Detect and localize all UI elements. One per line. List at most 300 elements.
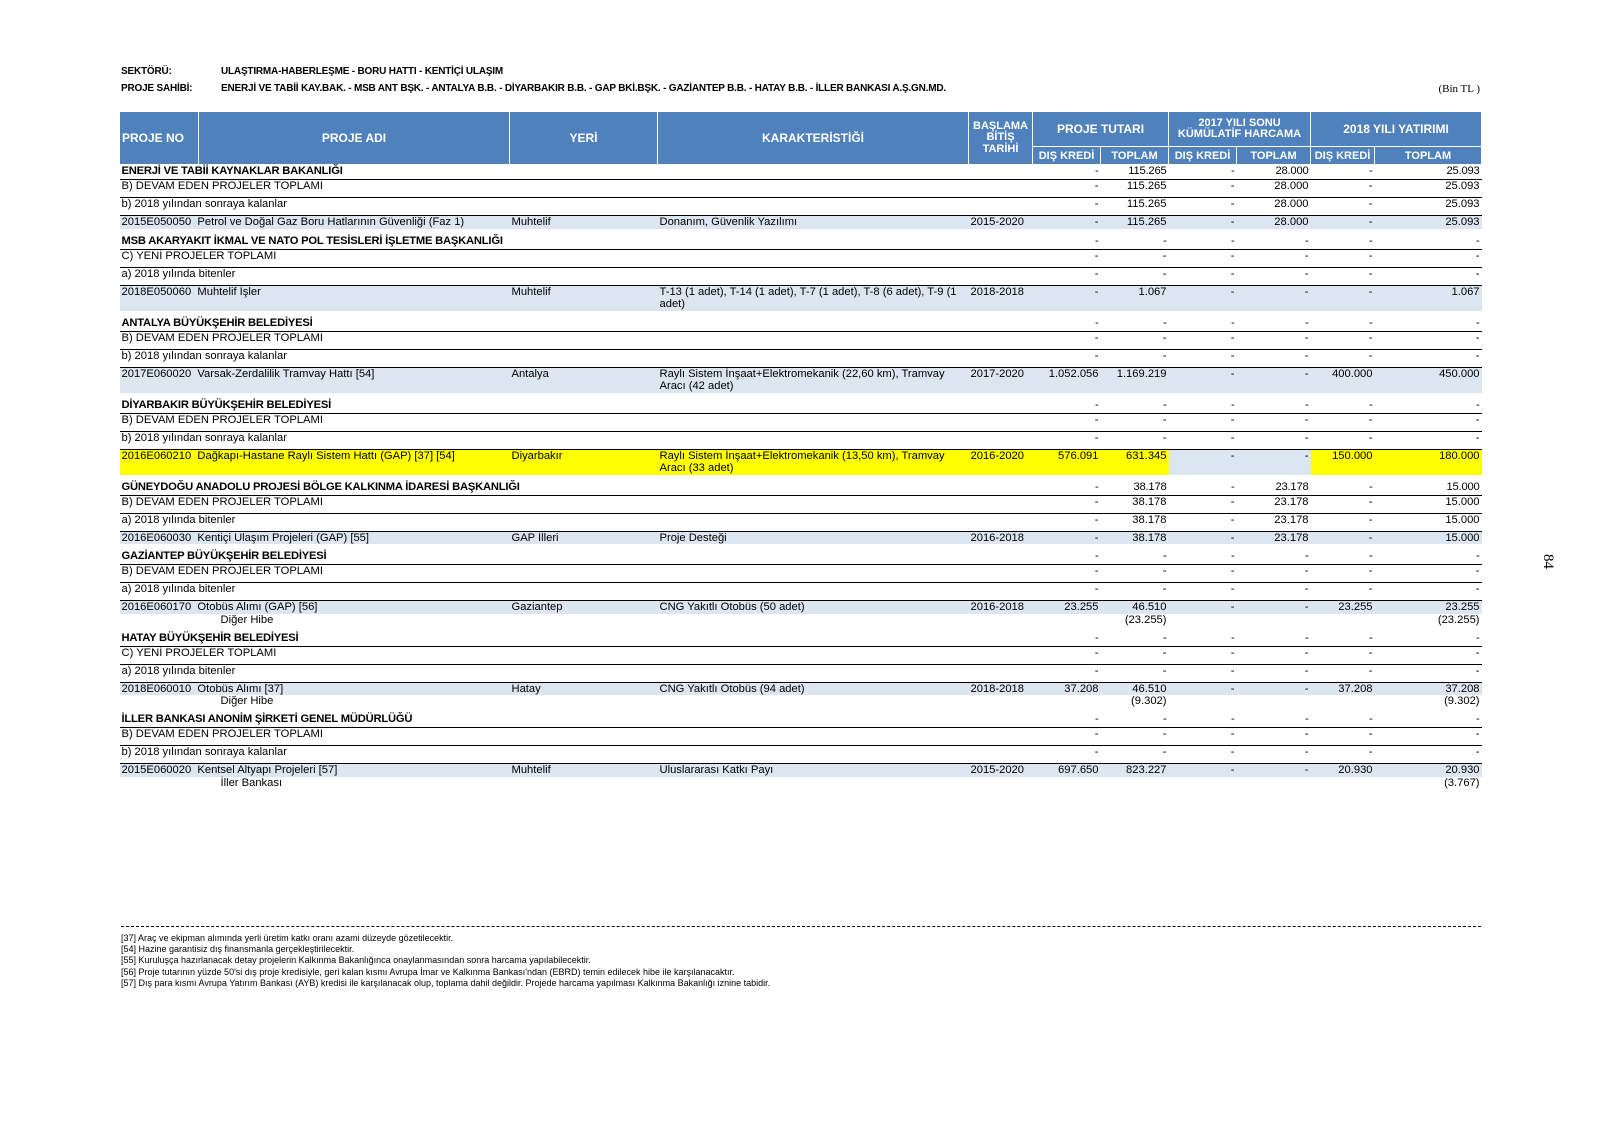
proje-dis-kredi-cell: -: [1033, 349, 1101, 367]
proje-dis-kredi-cell: -: [1033, 317, 1101, 332]
kumulatif-toplam-cell: -: [1237, 632, 1311, 647]
subtotal-label: B) DEVAM EDEN PROJELER TOPLAMI: [120, 565, 1033, 583]
unit-label: (Bin TL ): [1438, 83, 1480, 95]
project-place: Diyarbakır: [510, 449, 658, 475]
grant-empty-cell: [1033, 777, 1101, 795]
kumulatif-toplam-cell: -: [1237, 399, 1311, 414]
subtotal-row: [120, 431, 1482, 449]
subtotal-row: [120, 728, 1482, 746]
kumulatif-toplam-cell: -: [1237, 728, 1311, 746]
project-no: 2015E050050: [121, 216, 192, 228]
yatirim-dis-kredi-cell: -: [1311, 664, 1375, 682]
proje-toplam-cell: -: [1101, 267, 1169, 285]
yatirim-toplam-cell: -: [1375, 399, 1482, 414]
kumulatif-dis-kredi-cell: -: [1169, 449, 1237, 475]
kumulatif-dis-kredi-cell: -: [1169, 565, 1237, 583]
proje-dis-kredi-cell: 1.052.056: [1033, 367, 1101, 393]
project-place: Muhtelif: [510, 764, 658, 777]
yatirim-toplam-cell: 20.930: [1375, 764, 1482, 777]
subtotal-row: [120, 180, 1482, 198]
sub-toplam: TOPLAM: [1101, 147, 1169, 165]
kumulatif-toplam-cell: -: [1237, 682, 1311, 695]
kumulatif-toplam-cell: 28.000: [1237, 165, 1311, 180]
section-row: [120, 317, 1482, 332]
subtotal-row: [120, 349, 1482, 367]
project-no-and-name: [120, 367, 510, 393]
yatirim-toplam-cell: 15.000: [1375, 495, 1482, 513]
subtotal-label: b) 2018 yılından sonraya kalanlar: [120, 431, 1033, 449]
grant-empty-cell: [1169, 614, 1237, 632]
yatirim-toplam-cell: -: [1375, 413, 1482, 431]
footnote-divider: [121, 926, 1481, 927]
project-place: GAP İlleri: [510, 531, 658, 544]
yatirim-dis-kredi-cell: -: [1311, 495, 1375, 513]
yatirim-toplam-cell: -: [1375, 728, 1482, 746]
kumulatif-toplam-cell: -: [1237, 449, 1311, 475]
footnote: [37] Araç ve ekipman alımında yerli üretim katkı oranı azami düzeyde gözetilecektir.: [121, 933, 454, 943]
proje-dis-kredi-cell: -: [1033, 495, 1101, 513]
col-karakteristik: KARAKTERİSTİĞİ: [658, 112, 969, 165]
proje-toplam-cell: -: [1101, 646, 1169, 664]
kumulatif-dis-kredi-cell: -: [1169, 349, 1237, 367]
kumulatif-dis-kredi-cell: -: [1169, 583, 1237, 601]
kumulatif-toplam-cell: -: [1237, 235, 1311, 250]
proje-toplam-cell: -: [1101, 431, 1169, 449]
project-no-and-name: [120, 285, 510, 311]
project-characteristic: Raylı Sistem İnşaat+Elektromekanik (22,60 km), Tramvay Aracı (42 adet): [658, 367, 969, 393]
yatirim-toplam-cell: -: [1375, 632, 1482, 647]
grant-empty-cell: [1237, 777, 1311, 795]
proje-toplam-cell: 823.227: [1101, 764, 1169, 777]
proje-toplam-cell: 115.265: [1101, 198, 1169, 216]
project-no: 2018E060010: [121, 682, 192, 695]
owner-label: PROJE SAHİBİ:: [121, 83, 193, 94]
project-dates: 2016-2020: [969, 449, 1033, 475]
kumulatif-toplam-cell: 23.178: [1237, 481, 1311, 496]
grant-yatirim-cell: (3.767): [1444, 776, 1480, 789]
project-dates: 2015-2020: [969, 764, 1033, 777]
kumulatif-dis-kredi-cell: -: [1169, 746, 1237, 764]
yatirim-toplam-cell: -: [1375, 713, 1482, 728]
grant-empty-cell: [1033, 614, 1101, 632]
col-kumulatif: 2017 YILI SONU KÜMÜLATİF HARCAMA: [1169, 112, 1311, 147]
project-row: [120, 601, 1482, 614]
proje-toplam-cell: -: [1101, 413, 1169, 431]
kumulatif-dis-kredi-cell: -: [1169, 198, 1237, 216]
yatirim-dis-kredi-cell: -: [1311, 349, 1375, 367]
footnote: [54] Hazine garantisiz dış finansmanla gerçekleştirilecektir.: [121, 944, 355, 955]
proje-toplam-cell: -: [1101, 317, 1169, 332]
grant-yatirim-cell: (9.302): [1444, 695, 1480, 707]
yatirim-toplam-cell: -: [1375, 565, 1482, 583]
section-title: MSB AKARYAKIT İKMAL VE NATO POL TESİSLERİ İŞLETME BAŞKANLIĞI: [120, 235, 1033, 250]
col-proje-no: PROJE NO: [120, 112, 199, 165]
yatirim-toplam-cell: -: [1375, 249, 1482, 267]
sector-label: SEKTÖRÜ:: [121, 66, 172, 77]
project-no: 2016E060030: [121, 531, 192, 544]
sub-dis-kredi: DIŞ KREDİ: [1311, 147, 1375, 165]
yatirim-toplam-cell: -: [1375, 550, 1482, 565]
proje-dis-kredi-cell: -: [1033, 216, 1101, 229]
proje-dis-kredi-cell: -: [1033, 165, 1101, 180]
grant-toplam-cell: (23.255): [1124, 613, 1167, 626]
grant-empty-cell: [1311, 614, 1375, 632]
yatirim-dis-kredi-cell: -: [1311, 746, 1375, 764]
kumulatif-toplam-cell: -: [1237, 413, 1311, 431]
proje-dis-kredi-cell: -: [1033, 513, 1101, 531]
project-characteristic: Donanım, Güvenlik Yazılımı: [658, 216, 969, 229]
kumulatif-dis-kredi-cell: -: [1169, 632, 1237, 647]
project-characteristic: T-13 (1 adet), T-14 (1 adet), T-7 (1 adet), T-8 (6 adet), T-9 (1 adet): [658, 285, 969, 311]
yatirim-dis-kredi-cell: -: [1311, 399, 1375, 414]
yatirim-dis-kredi-cell: 37.208: [1311, 682, 1375, 695]
yatirim-dis-kredi-cell: 20.930: [1311, 764, 1375, 777]
kumulatif-dis-kredi-cell: -: [1169, 682, 1237, 695]
proje-toplam-cell: -: [1101, 583, 1169, 601]
project-dates: 2015-2020: [969, 216, 1033, 229]
proje-dis-kredi-cell: 576.091: [1033, 449, 1101, 475]
project-dates: 2017-2020: [969, 367, 1033, 393]
subtotal-row: [120, 267, 1482, 285]
yatirim-toplam-cell: 25.093: [1375, 198, 1482, 216]
subtotal-row: [120, 583, 1482, 601]
section-title: ENERJİ VE TABİİ KAYNAKLAR BAKANLIĞI: [120, 165, 1033, 180]
yatirim-dis-kredi-cell: -: [1311, 565, 1375, 583]
proje-toplam-cell: 631.345: [1101, 449, 1169, 475]
project-row: [120, 367, 1482, 393]
kumulatif-toplam-cell: 28.000: [1237, 180, 1311, 198]
yatirim-dis-kredi-cell: -: [1311, 317, 1375, 332]
kumulatif-toplam-cell: -: [1237, 713, 1311, 728]
project-name: Dağkapı-Hastane Raylı Sistem Hattı (GAP) [37] [54]: [197, 449, 455, 462]
section-title: GAZİANTEP BÜYÜKŞEHİR BELEDİYESİ: [120, 550, 1033, 565]
kumulatif-dis-kredi-cell: -: [1169, 513, 1237, 531]
subtotal-label: a) 2018 yılında bitenler: [120, 513, 1033, 531]
kumulatif-dis-kredi-cell: -: [1169, 481, 1237, 496]
proje-toplam-cell: -: [1101, 249, 1169, 267]
proje-dis-kredi-cell: -: [1033, 198, 1101, 216]
grant-empty-cell: [1311, 777, 1375, 795]
proje-dis-kredi-cell: -: [1033, 664, 1101, 682]
proje-dis-kredi-cell: -: [1033, 331, 1101, 349]
proje-toplam-cell: 46.510: [1101, 601, 1169, 614]
project-name: Otobüs Alımı (GAP) [56]: [197, 601, 318, 613]
kumulatif-toplam-cell: -: [1237, 317, 1311, 332]
project-row: [120, 285, 1482, 311]
proje-dis-kredi-cell: -: [1033, 249, 1101, 267]
grant-label: Diğer Hibe: [220, 695, 274, 707]
proje-dis-kredi-cell: 23.255: [1033, 601, 1101, 614]
yatirim-dis-kredi-cell: -: [1311, 198, 1375, 216]
subtotal-label: b) 2018 yılından sonraya kalanlar: [120, 746, 1033, 764]
proje-toplam-cell: -: [1101, 349, 1169, 367]
proje-dis-kredi-cell: -: [1033, 399, 1101, 414]
project-characteristic: CNG Yakıtlı Otobüs (94 adet): [658, 682, 969, 695]
grant-label: İller Bankası: [220, 776, 283, 789]
kumulatif-dis-kredi-cell: -: [1169, 367, 1237, 393]
yatirim-toplam-cell: -: [1375, 235, 1482, 250]
proje-dis-kredi-cell: -: [1033, 713, 1101, 728]
kumulatif-dis-kredi-cell: -: [1169, 531, 1237, 544]
proje-toplam-cell: -: [1101, 235, 1169, 250]
proje-toplam-cell: -: [1101, 728, 1169, 746]
yatirim-toplam-cell: -: [1375, 431, 1482, 449]
subtotal-label: C) YENİ PROJELER TOPLAMI: [120, 646, 1033, 664]
yatirim-toplam-cell: 15.000: [1375, 481, 1482, 496]
kumulatif-toplam-cell: -: [1237, 431, 1311, 449]
project-characteristic: Proje Desteği: [658, 531, 969, 544]
yatirim-dis-kredi-cell: -: [1311, 413, 1375, 431]
footnote: [57] Dış para kısmı Avrupa Yatırım Bankası (AYB) kredisi ile karşılanacak olup, toplama dahil değildir. Projede harcama yapılması Kalkınma Bakanlığı iznine tabidir.: [121, 977, 771, 988]
proje-dis-kredi-cell: 697.650: [1033, 764, 1101, 777]
grant-yatirim-cell: (23.255): [1437, 613, 1480, 626]
sector-line: [121, 66, 503, 77]
section-row: [120, 713, 1482, 728]
yatirim-dis-kredi-cell: -: [1311, 235, 1375, 250]
kumulatif-toplam-cell: 23.178: [1237, 531, 1311, 544]
project-no: 2016E060210: [121, 449, 192, 462]
sub-toplam: TOPLAM: [1237, 147, 1311, 165]
section-row: [120, 481, 1482, 496]
section-row: [120, 399, 1482, 414]
yatirim-toplam-cell: 15.000: [1375, 513, 1482, 531]
yatirim-toplam-cell: 37.208: [1375, 682, 1482, 695]
proje-toplam-cell: 115.265: [1101, 180, 1169, 198]
kumulatif-toplam-cell: 23.178: [1237, 513, 1311, 531]
sub-dis-kredi: DIŞ KREDİ: [1169, 147, 1237, 165]
yatirim-toplam-cell: 25.093: [1375, 180, 1482, 198]
proje-toplam-cell: 38.178: [1101, 481, 1169, 496]
proje-dis-kredi-cell: -: [1033, 728, 1101, 746]
yatirim-toplam-cell: -: [1375, 349, 1482, 367]
grant-row: [120, 614, 1482, 632]
kumulatif-toplam-cell: 28.000: [1237, 198, 1311, 216]
kumulatif-toplam-cell: -: [1237, 664, 1311, 682]
subtotal-label: a) 2018 yılında bitenler: [120, 267, 1033, 285]
col-yatirim: 2018 YILI YATIRIMI: [1311, 112, 1482, 147]
sub-toplam: TOPLAM: [1375, 147, 1482, 165]
yatirim-dis-kredi-cell: -: [1311, 249, 1375, 267]
project-row: [120, 531, 1482, 544]
kumulatif-dis-kredi-cell: -: [1169, 399, 1237, 414]
kumulatif-toplam-cell: -: [1237, 764, 1311, 777]
kumulatif-toplam-cell: -: [1237, 646, 1311, 664]
yatirim-dis-kredi-cell: 23.255: [1311, 601, 1375, 614]
subtotal-row: [120, 746, 1482, 764]
grant-empty-cell: [1311, 695, 1375, 713]
subtotal-label: B) DEVAM EDEN PROJELER TOPLAMI: [120, 728, 1033, 746]
owner-line: [121, 83, 946, 94]
investment-table: [119, 111, 1482, 795]
kumulatif-toplam-cell: -: [1237, 565, 1311, 583]
project-name: Otobüs Alımı [37]: [197, 682, 284, 695]
subtotal-label: b) 2018 yılından sonraya kalanlar: [120, 349, 1033, 367]
grant-empty-cell: [1169, 777, 1237, 795]
project-row: [120, 216, 1482, 229]
kumulatif-dis-kredi-cell: -: [1169, 601, 1237, 614]
proje-dis-kredi-cell: -: [1033, 746, 1101, 764]
proje-toplam-cell: 38.178: [1101, 495, 1169, 513]
project-no-and-name: [120, 682, 510, 695]
project-row: [120, 764, 1482, 777]
yatirim-toplam-cell: -: [1375, 646, 1482, 664]
project-no: 2015E060020: [121, 764, 192, 776]
proje-dis-kredi-cell: -: [1033, 632, 1101, 647]
section-title: İLLER BANKASI ANONİM ŞİRKETİ GENEL MÜDÜRLÜĞÜ: [120, 713, 1033, 728]
col-yeri: YERİ: [510, 112, 658, 165]
subtotal-row: [120, 495, 1482, 513]
kumulatif-toplam-cell: -: [1237, 331, 1311, 349]
project-dates: 2016-2018: [969, 531, 1033, 544]
yatirim-dis-kredi-cell: -: [1311, 267, 1375, 285]
grant-empty-cell: [1237, 695, 1311, 713]
yatirim-dis-kredi-cell: -: [1311, 481, 1375, 496]
proje-dis-kredi-cell: -: [1033, 431, 1101, 449]
project-no-and-name: [120, 449, 510, 475]
kumulatif-toplam-cell: -: [1237, 550, 1311, 565]
yatirim-toplam-cell: -: [1375, 331, 1482, 349]
sub-dis-kredi: DIŞ KREDİ: [1033, 147, 1101, 165]
project-no-and-name: [120, 601, 510, 614]
proje-toplam-cell: -: [1101, 746, 1169, 764]
proje-dis-kredi-cell: -: [1033, 646, 1101, 664]
subtotal-label: a) 2018 yılında bitenler: [120, 583, 1033, 601]
yatirim-toplam-cell: -: [1375, 746, 1482, 764]
subtotal-row: [120, 565, 1482, 583]
kumulatif-dis-kredi-cell: -: [1169, 285, 1237, 311]
kumulatif-dis-kredi-cell: -: [1169, 331, 1237, 349]
col-tarih: BAŞLAMA BİTİŞ TARİHİ: [969, 112, 1033, 165]
section-row: [120, 235, 1482, 250]
col-proje-adi: PROJE ADI: [199, 112, 510, 165]
project-dates: 2016-2018: [969, 601, 1033, 614]
project-dates: 2018-2018: [969, 285, 1033, 311]
proje-dis-kredi-cell: 37.208: [1033, 682, 1101, 695]
subtotal-label: B) DEVAM EDEN PROJELER TOPLAMI: [120, 413, 1033, 431]
yatirim-dis-kredi-cell: -: [1311, 513, 1375, 531]
footnotes: [121, 933, 770, 989]
yatirim-dis-kredi-cell: -: [1311, 285, 1375, 311]
yatirim-toplam-cell: 25.093: [1375, 165, 1482, 180]
footnote: [56] Proje tutarının yüzde 50'si dış proje kredisiyle, geri kalan kısmı Avrupa İmar ve Kalkınma Bankası'ndan (EBRD) temin edilecek hibe ile karşılanacaktır.: [121, 966, 735, 977]
yatirim-dis-kredi-cell: -: [1311, 165, 1375, 180]
col-proje-tutari: PROJE TUTARI: [1033, 112, 1169, 147]
yatirim-dis-kredi-cell: -: [1311, 331, 1375, 349]
kumulatif-dis-kredi-cell: -: [1169, 165, 1237, 180]
subtotal-label: B) DEVAM EDEN PROJELER TOPLAMI: [120, 180, 1033, 198]
kumulatif-dis-kredi-cell: -: [1169, 495, 1237, 513]
yatirim-dis-kredi-cell: -: [1311, 632, 1375, 647]
proje-dis-kredi-cell: -: [1033, 565, 1101, 583]
footnote: [55] Kuruluşça hazırlanacak detay projelerin Kalkınma Bakanlığınca onaylanmasından sonra harcama yapılabilecektir.: [121, 955, 591, 966]
proje-toplam-cell: -: [1101, 550, 1169, 565]
kumulatif-toplam-cell: -: [1237, 746, 1311, 764]
project-dates: 2018-2018: [969, 682, 1033, 695]
grant-empty-cell: [1033, 695, 1101, 713]
grant-toplam-cell: [1101, 777, 1169, 795]
proje-dis-kredi-cell: -: [1033, 481, 1101, 496]
kumulatif-toplam-cell: 23.178: [1237, 495, 1311, 513]
yatirim-dis-kredi-cell: 150.000: [1311, 449, 1375, 475]
yatirim-dis-kredi-cell: 400.000: [1311, 367, 1375, 393]
subtotal-row: [120, 249, 1482, 267]
project-name: Muhtelif İşler: [197, 285, 261, 298]
section-row: [120, 165, 1482, 180]
yatirim-dis-kredi-cell: -: [1311, 728, 1375, 746]
proje-toplam-cell: 1.169.219: [1101, 367, 1169, 393]
project-place: Hatay: [510, 682, 658, 695]
kumulatif-dis-kredi-cell: -: [1169, 267, 1237, 285]
section-title: HATAY BÜYÜKŞEHİR BELEDİYESİ: [120, 632, 1033, 647]
subtotal-row: [120, 513, 1482, 531]
project-name: Petrol ve Doğal Gaz Boru Hatlarının Güvenliği (Faz 1): [197, 216, 465, 228]
kumulatif-dis-kredi-cell: -: [1169, 664, 1237, 682]
grant-row: [120, 695, 1482, 713]
yatirim-toplam-cell: 15.000: [1375, 531, 1482, 544]
grant-label: Diğer Hibe: [220, 613, 274, 626]
yatirim-toplam-cell: 25.093: [1375, 216, 1482, 229]
yatirim-dis-kredi-cell: -: [1311, 180, 1375, 198]
yatirim-toplam-cell: 1.067: [1375, 285, 1482, 311]
kumulatif-dis-kredi-cell: -: [1169, 728, 1237, 746]
subtotal-row: [120, 331, 1482, 349]
project-name: Kentsel Altyapı Projeleri [57]: [197, 764, 338, 776]
yatirim-dis-kredi-cell: -: [1311, 531, 1375, 544]
proje-dis-kredi-cell: -: [1033, 583, 1101, 601]
grant-toplam-cell: (9.302): [1131, 695, 1167, 707]
yatirim-toplam-cell: 180.000: [1375, 449, 1482, 475]
proje-toplam-cell: -: [1101, 664, 1169, 682]
project-row: [120, 682, 1482, 695]
grant-empty-cell: [1237, 614, 1311, 632]
project-place: Muhtelif: [510, 285, 658, 311]
section-row: [120, 632, 1482, 647]
subtotal-row: [120, 198, 1482, 216]
project-characteristic: CNG Yakıtlı Otobüs (50 adet): [658, 601, 969, 614]
proje-dis-kredi-cell: -: [1033, 413, 1101, 431]
project-characteristic: Raylı Sistem İnşaat+Elektromekanik (13,50 km), Tramvay Aracı (33 adet): [658, 449, 969, 475]
yatirim-toplam-cell: -: [1375, 664, 1482, 682]
kumulatif-dis-kredi-cell: -: [1169, 216, 1237, 229]
kumulatif-dis-kredi-cell: -: [1169, 431, 1237, 449]
page-number: 84: [1540, 554, 1556, 569]
kumulatif-dis-kredi-cell: -: [1169, 713, 1237, 728]
proje-dis-kredi-cell: -: [1033, 531, 1101, 544]
kumulatif-toplam-cell: -: [1237, 367, 1311, 393]
proje-toplam-cell: -: [1101, 399, 1169, 414]
kumulatif-toplam-cell: -: [1237, 349, 1311, 367]
project-name: Kentiçi Ulaşım Projeleri (GAP) [55]: [197, 531, 369, 544]
owner-value: ENERJİ VE TABİİ KAY.BAK. - MSB ANT BŞK. - ANTALYA B.B. - DİYARBAKIR B.B. - GAP BKİ.BŞK. - GAZİANTEP B.B. - HATAY B.B. - İLLER BANKASI A.Ş.GN.MD.: [221, 83, 946, 94]
yatirim-toplam-cell: -: [1375, 317, 1482, 332]
yatirim-toplam-cell: 23.255: [1375, 601, 1482, 614]
kumulatif-toplam-cell: -: [1237, 249, 1311, 267]
grant-row: [120, 777, 1482, 795]
section-title: ANTALYA BÜYÜKŞEHİR BELEDİYESİ: [120, 317, 1033, 332]
subtotal-label: B) DEVAM EDEN PROJELER TOPLAMI: [120, 495, 1033, 513]
project-name: Varsak-Zerdalilik Tramvay Hattı [54]: [197, 367, 375, 380]
yatirim-dis-kredi-cell: -: [1311, 583, 1375, 601]
kumulatif-dis-kredi-cell: -: [1169, 550, 1237, 565]
kumulatif-toplam-cell: 28.000: [1237, 216, 1311, 229]
yatirim-toplam-cell: -: [1375, 267, 1482, 285]
project-place: Gaziantep: [510, 601, 658, 614]
subtotal-row: [120, 664, 1482, 682]
proje-toplam-cell: 1.067: [1101, 285, 1169, 311]
subtotal-label: b) 2018 yılından sonraya kalanlar: [120, 198, 1033, 216]
kumulatif-toplam-cell: -: [1237, 583, 1311, 601]
yatirim-toplam-cell: 450.000: [1375, 367, 1482, 393]
